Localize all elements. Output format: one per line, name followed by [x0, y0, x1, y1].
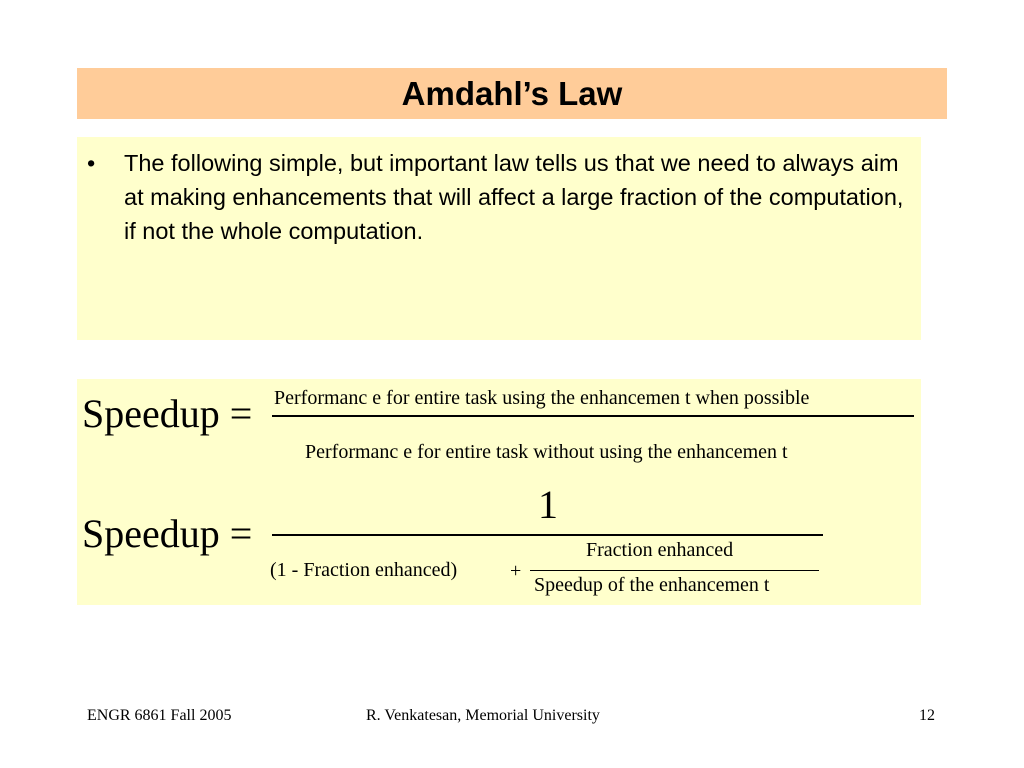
slide-title: Amdahl’s Law — [401, 74, 623, 112]
formula2-inner-fraction-bar — [530, 570, 819, 571]
footer-course: ENGR 6861 Fall 2005 — [87, 707, 232, 724]
formula1-denominator: Performanc e for entire task without using the enhancemen t — [305, 441, 788, 463]
title-bar — [77, 68, 947, 119]
footer-page-number: 12 — [919, 707, 935, 724]
formula2-plus: + — [510, 560, 522, 582]
formula1-lhs: Speedup = — [82, 391, 253, 436]
formula2-fraction-bar — [272, 534, 823, 536]
formula2-lhs: Speedup = — [82, 511, 253, 556]
bullet-item: The following simple, but important law tells us that we need to always aim at making enhancements that will affect a large fraction of the computation, if not the whole computation. — [124, 150, 904, 244]
formula-box — [77, 379, 921, 605]
bullet-box — [77, 137, 921, 340]
formula2-inner-denominator: Speedup of the enhancemen t — [534, 574, 770, 596]
formula2-numerator: 1 — [538, 482, 558, 527]
formula1-fraction-bar — [272, 415, 914, 417]
formula2-inner-numerator: Fraction enhanced — [586, 539, 734, 561]
footer-author: R. Venkatesan, Memorial University — [366, 707, 600, 724]
bullet-icon: • — [87, 150, 96, 176]
formula2-denom-left: (1 - Fraction enhanced) — [270, 559, 458, 581]
formula1-numerator: Performanc e for entire task using the enhancemen t when possible — [274, 387, 810, 409]
